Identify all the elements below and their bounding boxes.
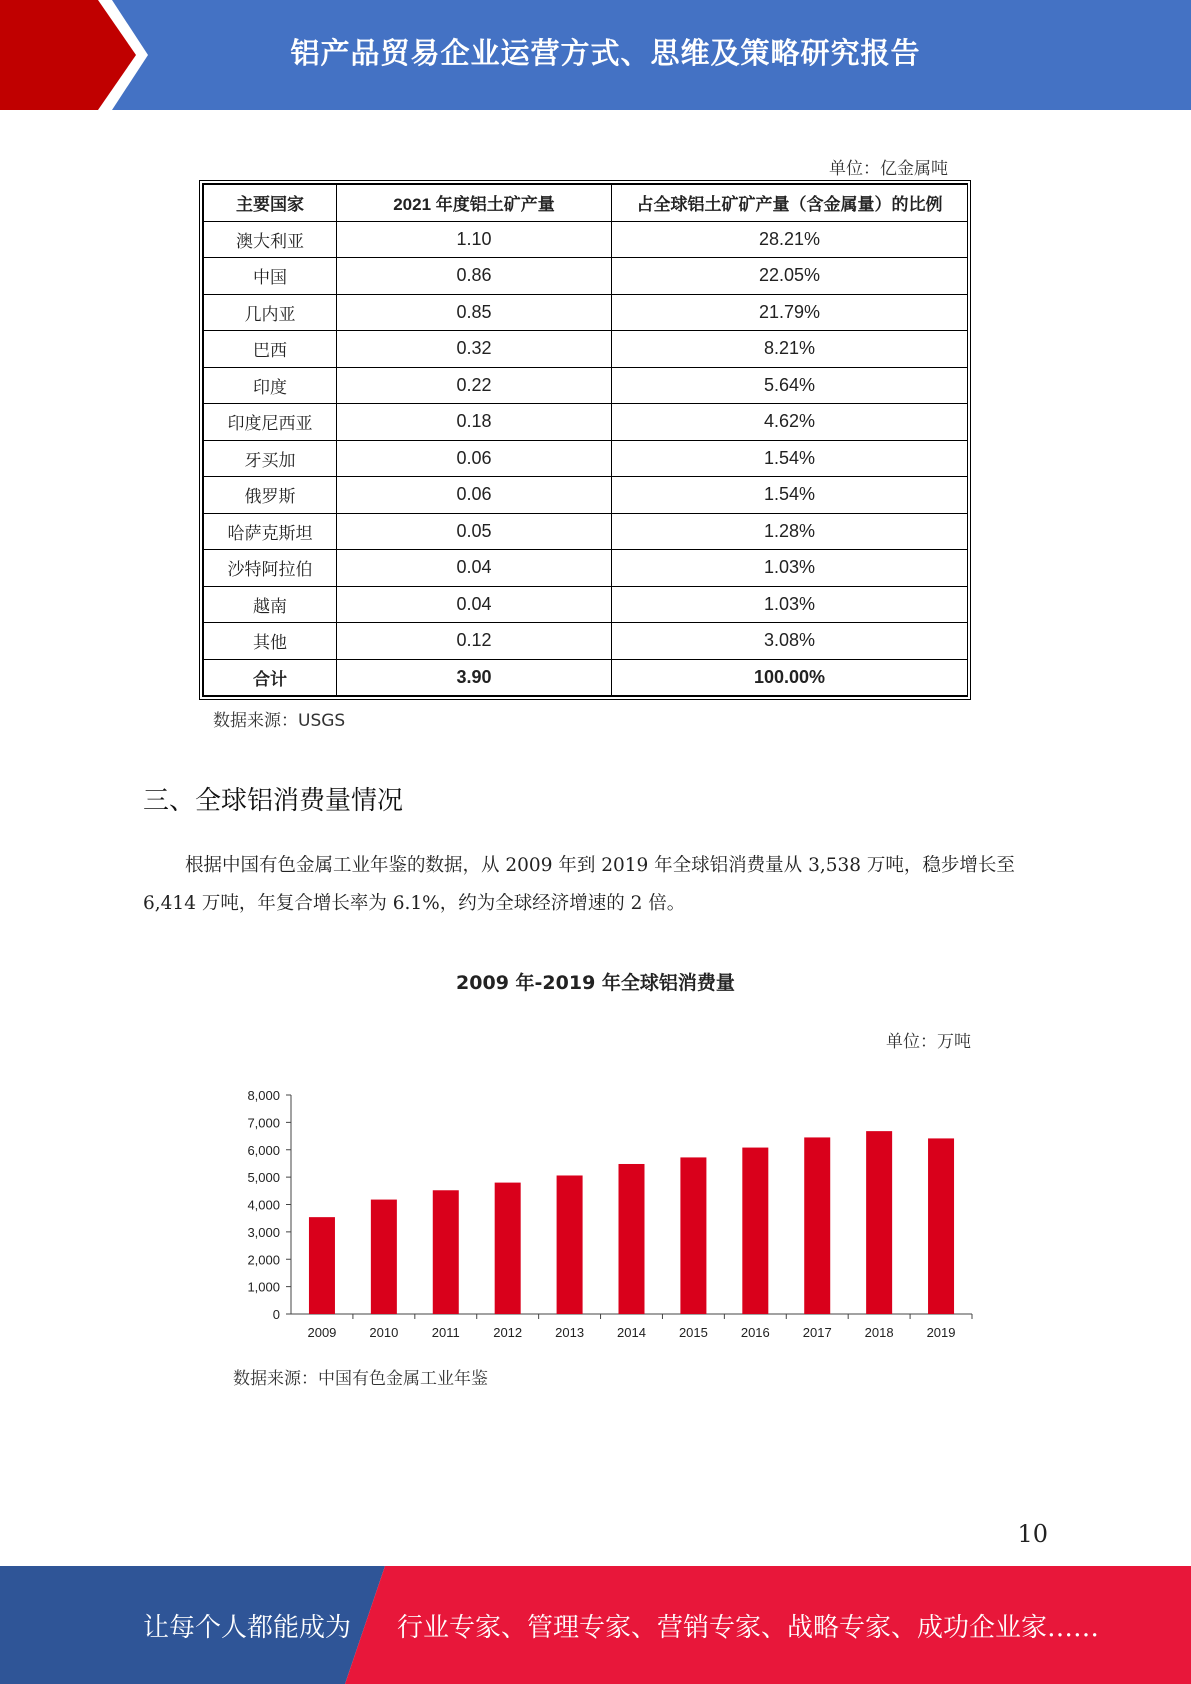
country-cell: 印度尼西亚 [204, 404, 337, 441]
x-tick-label: 2016 [740, 1325, 770, 1340]
share-cell: 1.54% [612, 477, 968, 514]
bar-2014 [619, 1164, 645, 1314]
x-tick-label: 2009 [307, 1325, 337, 1340]
share-cell: 1.03% [612, 586, 968, 623]
country-cell: 越南 [204, 586, 337, 623]
bar-2018 [866, 1131, 892, 1314]
production-cell: 0.12 [337, 623, 612, 660]
country-cell: 中国 [204, 258, 337, 295]
body-paragraph: 根据中国有色金属工业年鉴的数据，从 2009 年到 2019 年全球铝消费量从 3,538 万吨，稳步增长至 6,414 万吨，年复合增长率为 6.1%，约为全球经济增速的 2 倍。 [143, 855, 1015, 914]
share-cell: 1.03% [612, 550, 968, 587]
production-cell: 0.06 [337, 477, 612, 514]
bar-2011 [433, 1190, 459, 1314]
y-tick-label: 2,000 [247, 1252, 280, 1268]
country-cell: 澳大利亚 [204, 221, 337, 258]
footer-slogan-left: 让每个人都能成为 [143, 1612, 352, 1643]
table-header-production: 2021 年度铝土矿产量 [337, 185, 612, 222]
country-cell: 俄罗斯 [204, 477, 337, 514]
x-tick-label: 2012 [493, 1325, 523, 1340]
country-cell: 印度 [204, 367, 337, 404]
bar-2013 [557, 1175, 583, 1314]
production-cell: 0.04 [337, 586, 612, 623]
production-cell: 0.32 [337, 331, 612, 368]
y-tick-label: 4,000 [247, 1197, 280, 1213]
x-tick-label: 2018 [864, 1325, 894, 1340]
share-cell: 28.21% [612, 221, 968, 258]
production-cell: 0.22 [337, 367, 612, 404]
header-title: 铝产品贸易企业运营方式、思维及策略研究报告 [290, 36, 921, 70]
y-tick-label: 5,000 [247, 1170, 280, 1186]
chart-source: 数据来源：中国有色金属工业年鉴 [233, 1369, 488, 1389]
production-cell: 1.10 [337, 221, 612, 258]
share-cell: 3.08% [612, 623, 968, 660]
y-tick-label: 1,000 [247, 1279, 280, 1295]
chart-title: 2009 年-2019 年全球铝消费量 [456, 972, 735, 994]
share-cell: 5.64% [612, 367, 968, 404]
x-tick-label: 2019 [926, 1325, 956, 1340]
bar-2019 [928, 1138, 954, 1314]
bar-2009 [309, 1217, 335, 1314]
x-tick-label: 2010 [369, 1325, 399, 1340]
bar-2010 [371, 1200, 397, 1314]
share-cell: 1.54% [612, 440, 968, 477]
x-tick-label: 2015 [678, 1325, 708, 1340]
y-tick-label: 8,000 [247, 1088, 280, 1103]
share-cell: 22.05% [612, 258, 968, 295]
production-cell: 0.85 [337, 294, 612, 331]
bar-2016 [742, 1148, 768, 1314]
x-tick-label: 2017 [802, 1325, 832, 1340]
page-footer [0, 1566, 1191, 1684]
total-production-cell: 3.90 [337, 659, 612, 696]
production-cell: 0.05 [337, 513, 612, 550]
country-cell: 牙买加 [204, 440, 337, 477]
country-cell: 几内亚 [204, 294, 337, 331]
x-tick-label: 2013 [555, 1325, 585, 1340]
table-header-share: 占全球铝土矿矿产量（含金属量）的比例 [612, 185, 968, 222]
x-tick-label: 2011 [431, 1325, 460, 1340]
bar-2015 [680, 1157, 706, 1314]
production-cell: 0.04 [337, 550, 612, 587]
table-source: 数据来源：USGS [213, 711, 346, 731]
bar-2017 [804, 1137, 830, 1314]
total-label-cell: 合计 [204, 659, 337, 696]
country-cell: 哈萨克斯坦 [204, 513, 337, 550]
chart-unit-label: 单位：万吨 [886, 1032, 971, 1052]
x-tick-label: 2014 [617, 1325, 646, 1340]
country-cell: 巴西 [204, 331, 337, 368]
production-cell: 0.18 [337, 404, 612, 441]
y-tick-label: 3,000 [247, 1224, 280, 1240]
table-header-country: 主要国家 [204, 185, 337, 222]
table-unit-label: 单位：亿金属吨 [829, 159, 948, 179]
production-cell: 0.06 [337, 440, 612, 477]
production-cell: 0.86 [337, 258, 612, 295]
share-cell: 8.21% [612, 331, 968, 368]
share-cell: 4.62% [612, 404, 968, 441]
total-share-cell: 100.00% [612, 659, 968, 696]
footer-slogan-right: 行业专家、管理专家、营销专家、战略专家、成功企业家…… [397, 1612, 1100, 1643]
country-cell: 其他 [204, 623, 337, 660]
share-cell: 21.79% [612, 294, 968, 331]
country-cell: 沙特阿拉伯 [204, 550, 337, 587]
bar-2012 [495, 1183, 521, 1314]
y-tick-label: 7,000 [247, 1115, 280, 1131]
y-tick-label: 0 [272, 1307, 280, 1322]
y-tick-label: 6,000 [247, 1142, 280, 1158]
share-cell: 1.28% [612, 513, 968, 550]
section-heading: 三、全球铝消费量情况 [143, 786, 404, 816]
page-number: 10 [1017, 1520, 1048, 1548]
